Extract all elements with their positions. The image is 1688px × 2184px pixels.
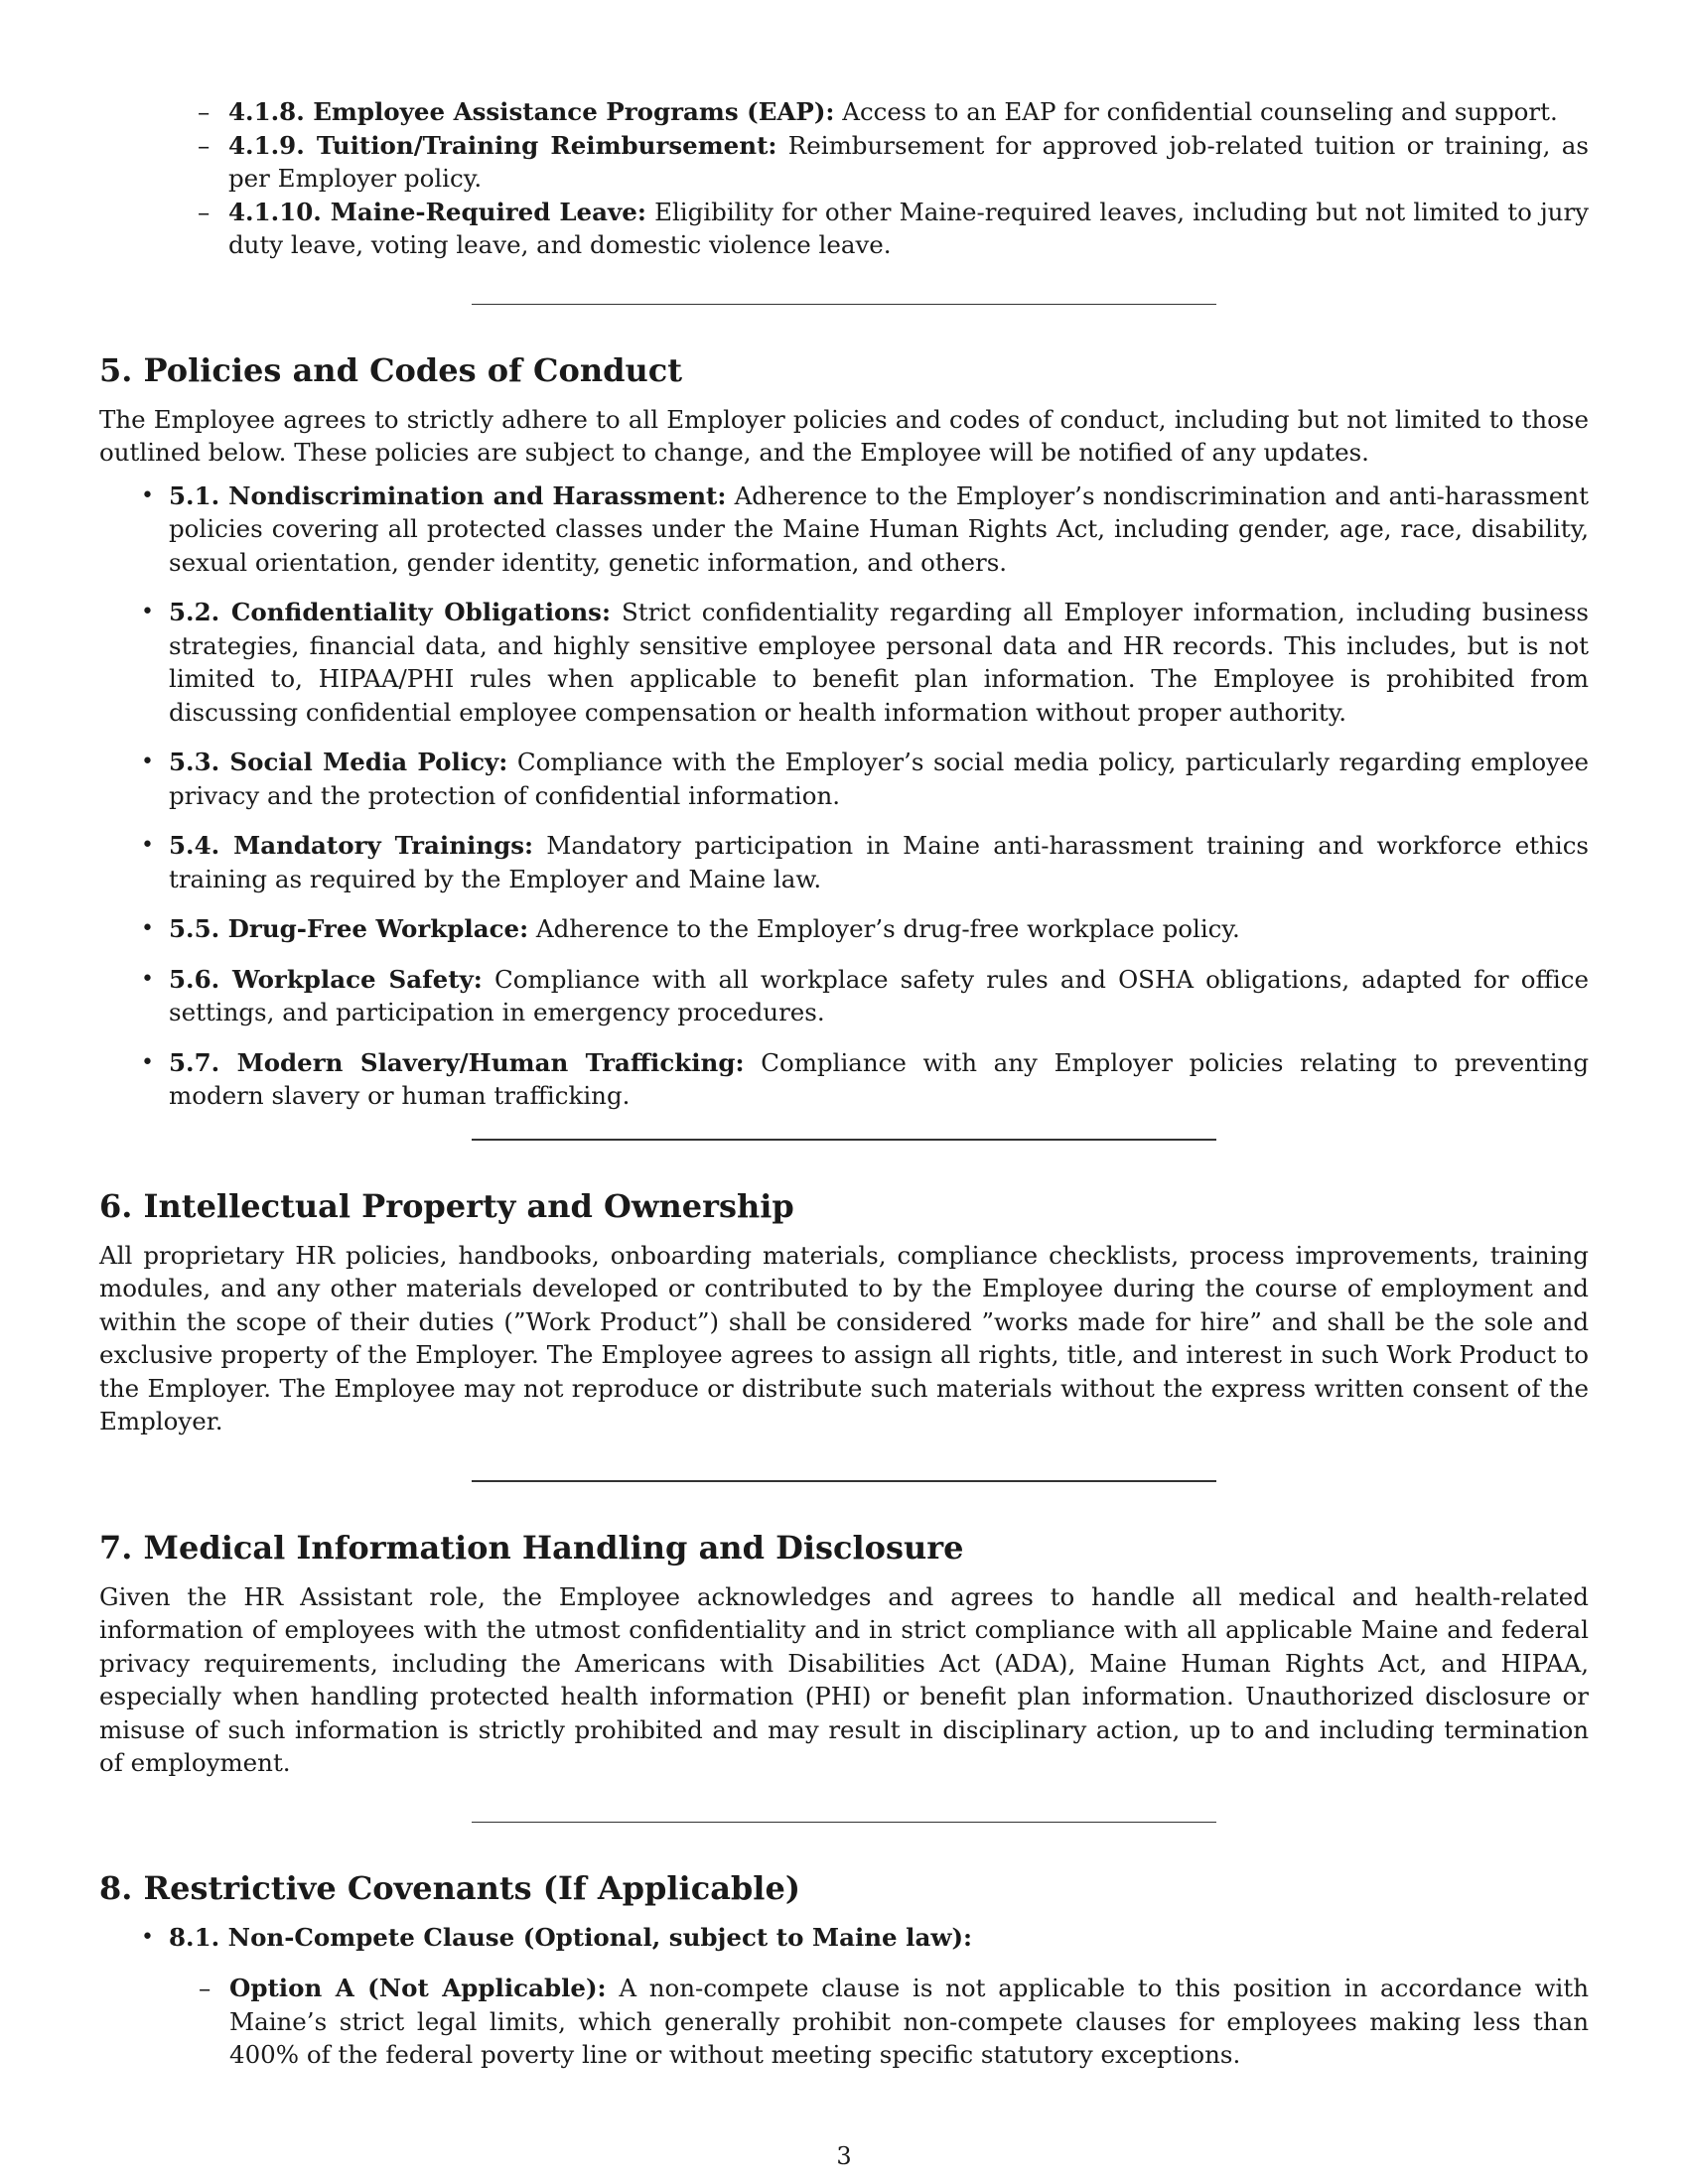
list-item: – 4.1.8. Employee Assistance Programs (EAP): Access to an EAP for confidential counseling and support. [228,95,1589,129]
list-item: • 5.2. Confidentiality Obligations: Strict confidentiality regarding all Employer information, including business strategies, financial data, and highly sensitive employee personal data and HR records. This includes, but is not limited to, HIPAA/PHI rules when applicable to benefit plan information. The Employee is prohibited from discussing confidential employee compensation or health information without proper authority. [169,596,1589,729]
section-divider [472,1480,1216,1482]
section-divider [472,1822,1216,1823]
section7-body: Given the HR Assistant role, the Employee acknowledges and agrees to handle all medical and health-related information of employees with the utmost confidentiality and in strict compliance with all applicable Maine and federal privacy requirements, including the Americans with Disabilities Act (ADA), Maine Human Rights Act, and HIPAA, especially when handling protected health information (PHI) or benefit plan information. Unauthorized disclosure or misuse of such information is strictly prohibited and may result in disciplinary action, up to and including termination of employment. [99,1581,1589,1777]
document-page [99,95,1589,2089]
section8-list [99,1921,1589,2072]
section5-heading: 5. Policies and Codes of Conduct [99,350,683,389]
list-item: – 4.1.10. Maine-Required Leave: Eligibility for other Maine-required leaves, including but not limited to jury duty leave, voting leave, and domestic violence leave. [228,196,1589,262]
section5-intro: The Employee agrees to strictly adhere to all Employer policies and codes of conduct, including but not limited to those outlined below. These policies are subject to change, and the Employee will be notified of any updates. [99,404,1589,467]
page-number: 3 [836,2142,852,2170]
section8-heading: 8. Restrictive Covenants (If Applicable) [99,1868,800,1907]
section8-options [169,1972,1589,2072]
section7-heading: 7. Medical Information Handling and Disclosure [99,1528,964,1567]
section6-heading: 6. Intellectual Property and Ownership [99,1186,794,1225]
list-item: • 5.3. Social Media Policy: Compliance with the Employer’s social media policy, particularly regarding employee privacy and the protection of confidential information. [169,746,1589,812]
section6-body: All proprietary HR policies, handbooks, onboarding materials, compliance checklists, process improvements, training modules, and any other materials developed or contributed to by the Employee during the course of employment and within the scope of their duties (”Work Product”) shall be considered ”works made for hire” and shall be the sole and exclusive property of the Employer. The Employee agrees to assign all rights, title, and interest in such Work Product to the Employer. The Employee may not reproduce or distribute such materials without the express written consent of the Employer. [99,1240,1589,1435]
list-item: • 5.1. Nondiscrimination and Harassment: Adherence to the Employer’s nondiscrimination and anti-harassment policies covering all protected classes under the Maine Human Rights Act, including gender, age, race, disability, sexual orientation, gender identity, genetic information, and others. [169,479,1589,580]
list-item: • 5.5. Drug-Free Workplace: Adherence to the Employer’s drug-free workplace policy. [169,912,1589,946]
list-item: – Option A (Not Applicable): A non-compete clause is not applicable to this position in accordance with Maine’s strict legal limits, which generally prohibit non-compete clauses for employees making less than 400% of the federal poverty line or without meeting specific statutory exceptions. [229,1972,1589,2072]
list-item: • 5.6. Workplace Safety: Compliance with all workplace safety rules and OSHA obligations, adapted for office settings, and participation in emergency procedures. [169,963,1589,1029]
list-item: • 5.7. Modern Slavery/Human Trafficking: Compliance with any Employer policies relating to preventing modern slavery or human trafficking. [169,1046,1589,1113]
section4-continued-list [99,95,1589,262]
section-divider [472,1139,1216,1141]
list-item: – 4.1.9. Tuition/Training Reimbursement: Reimbursement for approved job-related tuition or training, as per Employer policy. [228,129,1589,196]
section5-list [99,479,1589,1113]
section-divider [472,304,1216,305]
list-item: • 5.4. Mandatory Trainings: Mandatory participation in Maine anti-harassment training and workforce ethics training as required by the Employer and Maine law. [169,829,1589,895]
list-item: • 8.1. Non-Compete Clause (Optional, subject to Maine law): – Option A (Not Applicable): A non-compete clause is not applicable to this position in accordance with Maine’s strict legal limits, which generally prohibit non-compete clauses for employees making less than 400% of the federal poverty line or without meeting specific statutory exceptions. [169,1921,1589,2072]
